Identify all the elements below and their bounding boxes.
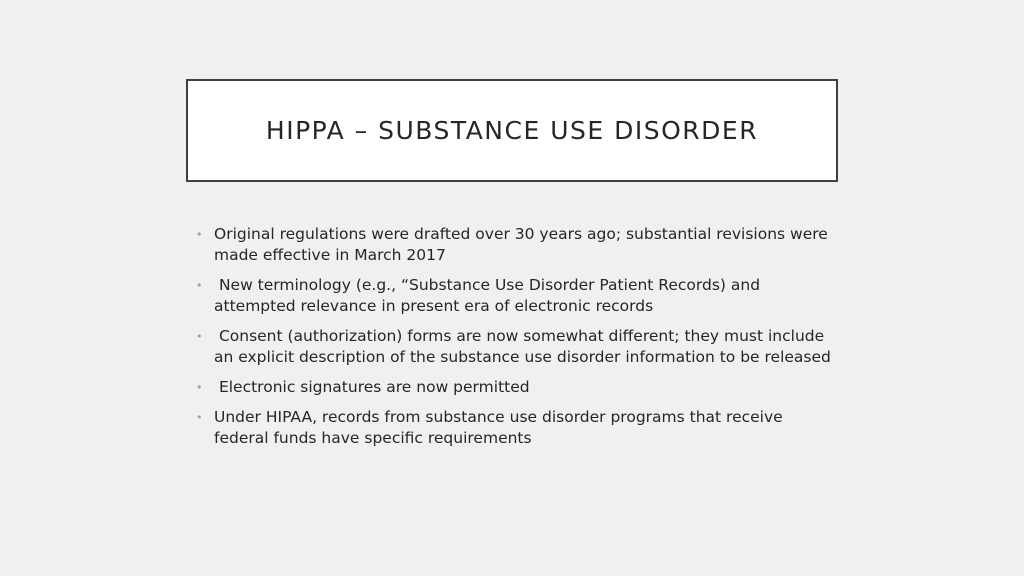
bullet-text: Consent (authorization) forms are now somewhat different; they must include an explicit description of the substance use disorder information to be released (214, 327, 831, 366)
bullet-text: Under HIPAA, records from substance use disorder programs that receive federal funds have specific requirements (214, 408, 783, 447)
bullet-point-icon: • (196, 279, 203, 292)
bullet-item (192, 377, 842, 398)
bullet-point-icon: • (196, 330, 203, 343)
bullet-text: Original regulations were drafted over 30 years ago; substantial revisions were made effective in March 2017 (214, 225, 828, 264)
bullet-list (192, 224, 842, 458)
bullet-item (192, 407, 842, 449)
bullet-item (192, 326, 842, 368)
bullet-point-icon: • (196, 381, 203, 394)
bullet-point-icon: • (196, 411, 203, 424)
bullet-point-icon: • (196, 228, 203, 241)
slide-title: HIPPA – SUBSTANCE USE DISORDER (265, 116, 759, 145)
bullet-item (192, 275, 842, 317)
bullet-item (192, 224, 842, 266)
bullet-text: Electronic signatures are now permitted (214, 378, 530, 396)
bullet-text: New terminology (e.g., “Substance Use Disorder Patient Records) and attempted relevance in present era of electronic records (214, 276, 766, 315)
title-box (186, 79, 838, 182)
